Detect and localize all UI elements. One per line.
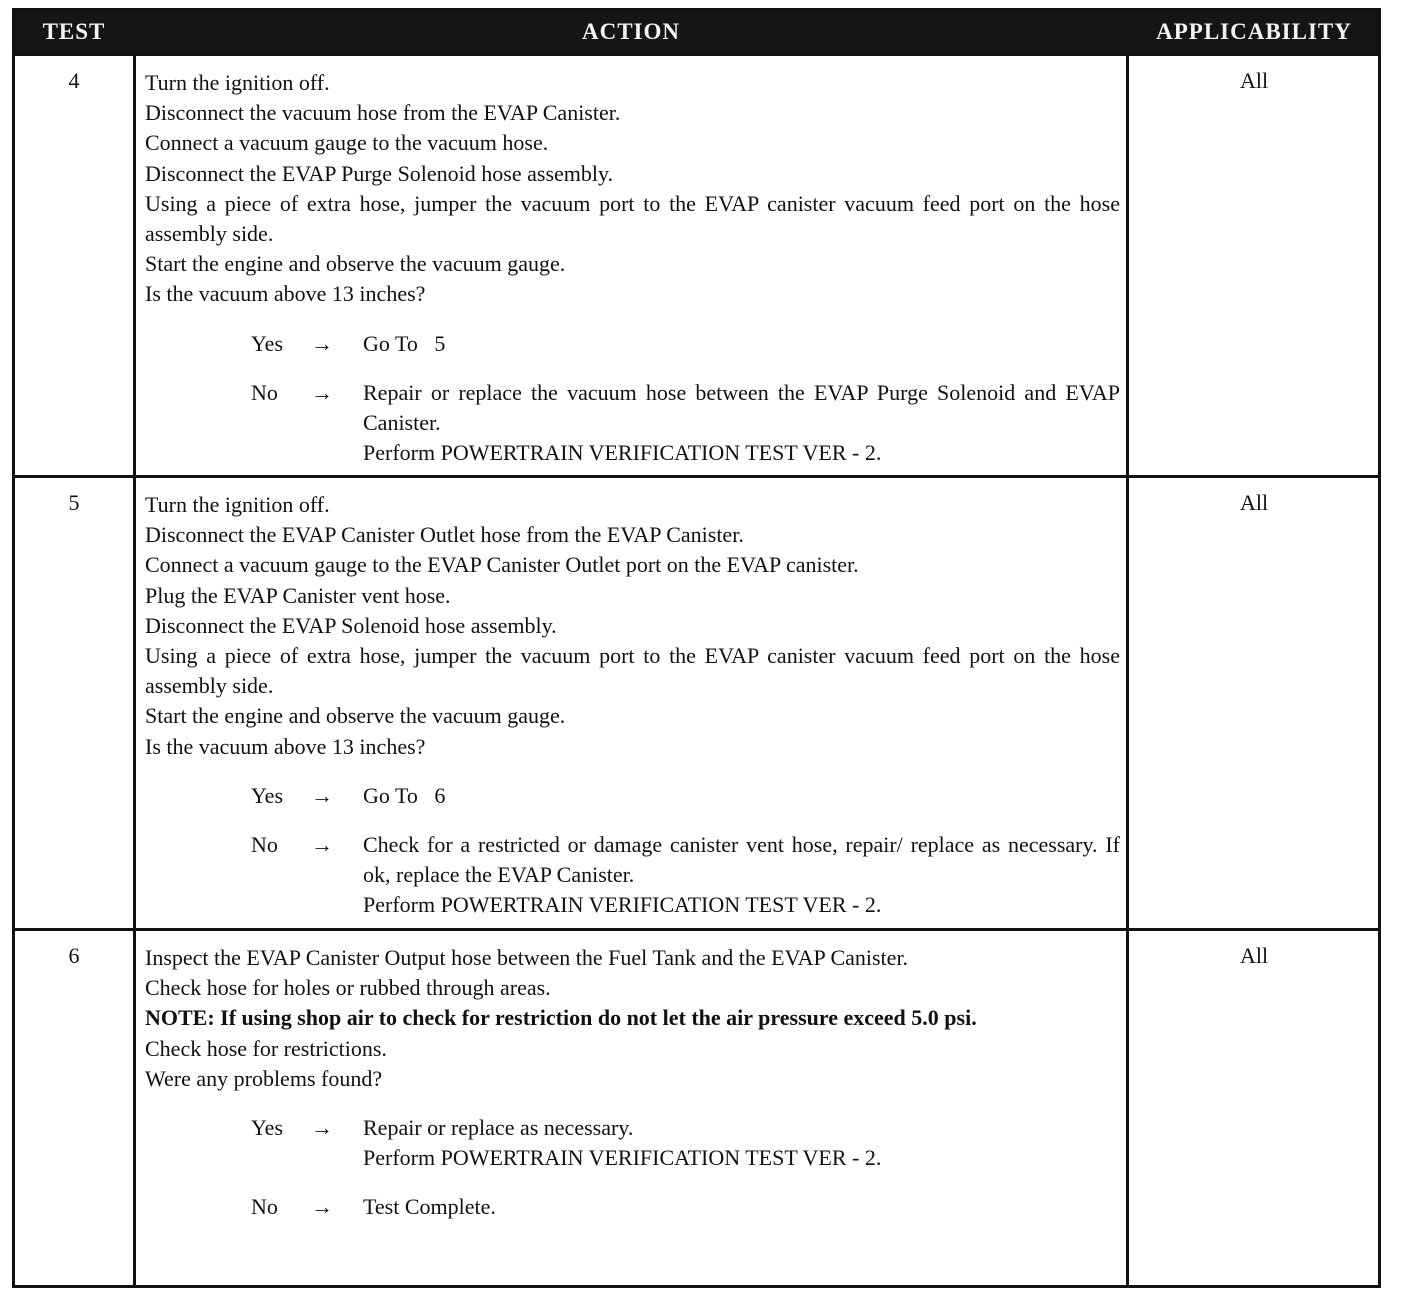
header-applicability: APPLICABILITY [1156,19,1352,44]
arrow-icon: → [311,782,333,808]
no-result: Check for a restricted or damage canister vent hose, repair/ replace as necessary. If ok, replace the EVAP Canister. [363,832,1120,888]
no-branch [251,830,1120,921]
action-line: Start the engine and observe the vacuum gauge. [145,251,566,277]
yes-label: Yes [251,330,284,356]
header-test: TEST [42,19,106,44]
action-line: Were any problems found? [145,1065,383,1091]
yes-label: Yes [251,1115,284,1141]
yes-result: Repair or replace as necessary. [363,1115,634,1141]
no-result-followup: Perform POWERTRAIN VERIFICATION TEST VER - 2. [363,440,882,466]
table-row [15,53,1378,475]
no-label: No [251,379,278,405]
no-result: Repair or replace the vacuum hose between the EVAP Purge Solenoid and EVAP Canister. [363,379,1120,436]
arrow-icon: → [311,1194,333,1220]
action-line: Start the engine and observe the vacuum gauge. [145,703,566,729]
action-line: Connect a vacuum gauge to the vacuum hose. [145,130,549,156]
no-label: No [251,832,278,858]
note-text: NOTE: If using shop air to check for restriction do not let the air pressure exceed 5.0 psi. [145,1005,977,1031]
action-line: Check hose for holes or rubbed through areas. [145,975,551,1001]
table-row [15,475,1378,928]
applicability-cell: All [1239,490,1269,515]
yes-branch [251,781,1120,811]
action-cell [145,943,1120,1223]
action-line: Turn the ignition off. [145,70,330,95]
action-cell [145,68,1120,468]
test-number: 6 [68,943,80,968]
test-number: 5 [68,490,80,515]
action-line: Disconnect the EVAP Purge Solenoid hose assembly. [145,160,614,186]
arrow-icon: → [311,1115,333,1141]
action-line: Using a piece of extra hose, jumper the vacuum port to the EVAP canister vacuum feed port on the hose assembly side. [145,190,1120,247]
yes-result: Go To 6 [363,782,446,808]
table-row [15,928,1378,1285]
applicability-cell: All [1239,943,1269,968]
diagnostic-table [12,8,1381,1288]
action-line: Is the vacuum above 13 inches? [145,733,426,759]
action-line: Using a piece of extra hose, jumper the vacuum port to the EVAP canister vacuum feed port on the hose assembly side. [145,643,1120,699]
action-line: Check hose for restrictions. [145,1035,387,1061]
yes-result: Go To 5 [363,330,446,356]
no-result-block [363,378,1120,469]
no-result-followup: Perform POWERTRAIN VERIFICATION TEST VER - 2. [363,892,882,918]
yes-branch [251,329,1120,359]
arrow-icon: → [311,330,333,356]
action-line: Plug the EVAP Canister vent hose. [145,582,451,608]
arrow-icon: → [311,379,333,405]
yes-branch [251,1113,1120,1173]
table-header [15,11,1378,53]
header-action: ACTION [581,19,680,44]
action-line: Is the vacuum above 13 inches? [145,281,426,307]
action-line: Disconnect the EVAP Canister Outlet hose from the EVAP Canister. [145,522,744,548]
no-branch [251,1192,1120,1222]
action-line: Disconnect the vacuum hose from the EVAP Canister. [145,100,621,126]
yes-label: Yes [251,782,284,808]
action-cell [145,490,1120,921]
action-line: Disconnect the EVAP Solenoid hose assembly. [145,612,557,638]
no-branch [251,378,1120,469]
applicability-cell: All [1239,68,1269,93]
action-line: Inspect the EVAP Canister Output hose between the Fuel Tank and the EVAP Canister. [145,945,909,970]
arrow-icon: → [311,832,333,858]
yes-result-followup: Perform POWERTRAIN VERIFICATION TEST VER - 2. [363,1145,882,1171]
no-result-block [363,830,1120,921]
action-line: Connect a vacuum gauge to the EVAP Canister Outlet port on the EVAP canister. [145,552,859,578]
test-number: 4 [68,68,80,93]
no-result: Test Complete. [363,1194,496,1220]
action-line: Turn the ignition off. [145,492,330,517]
no-label: No [251,1194,278,1220]
yes-result-block [363,1113,1120,1173]
